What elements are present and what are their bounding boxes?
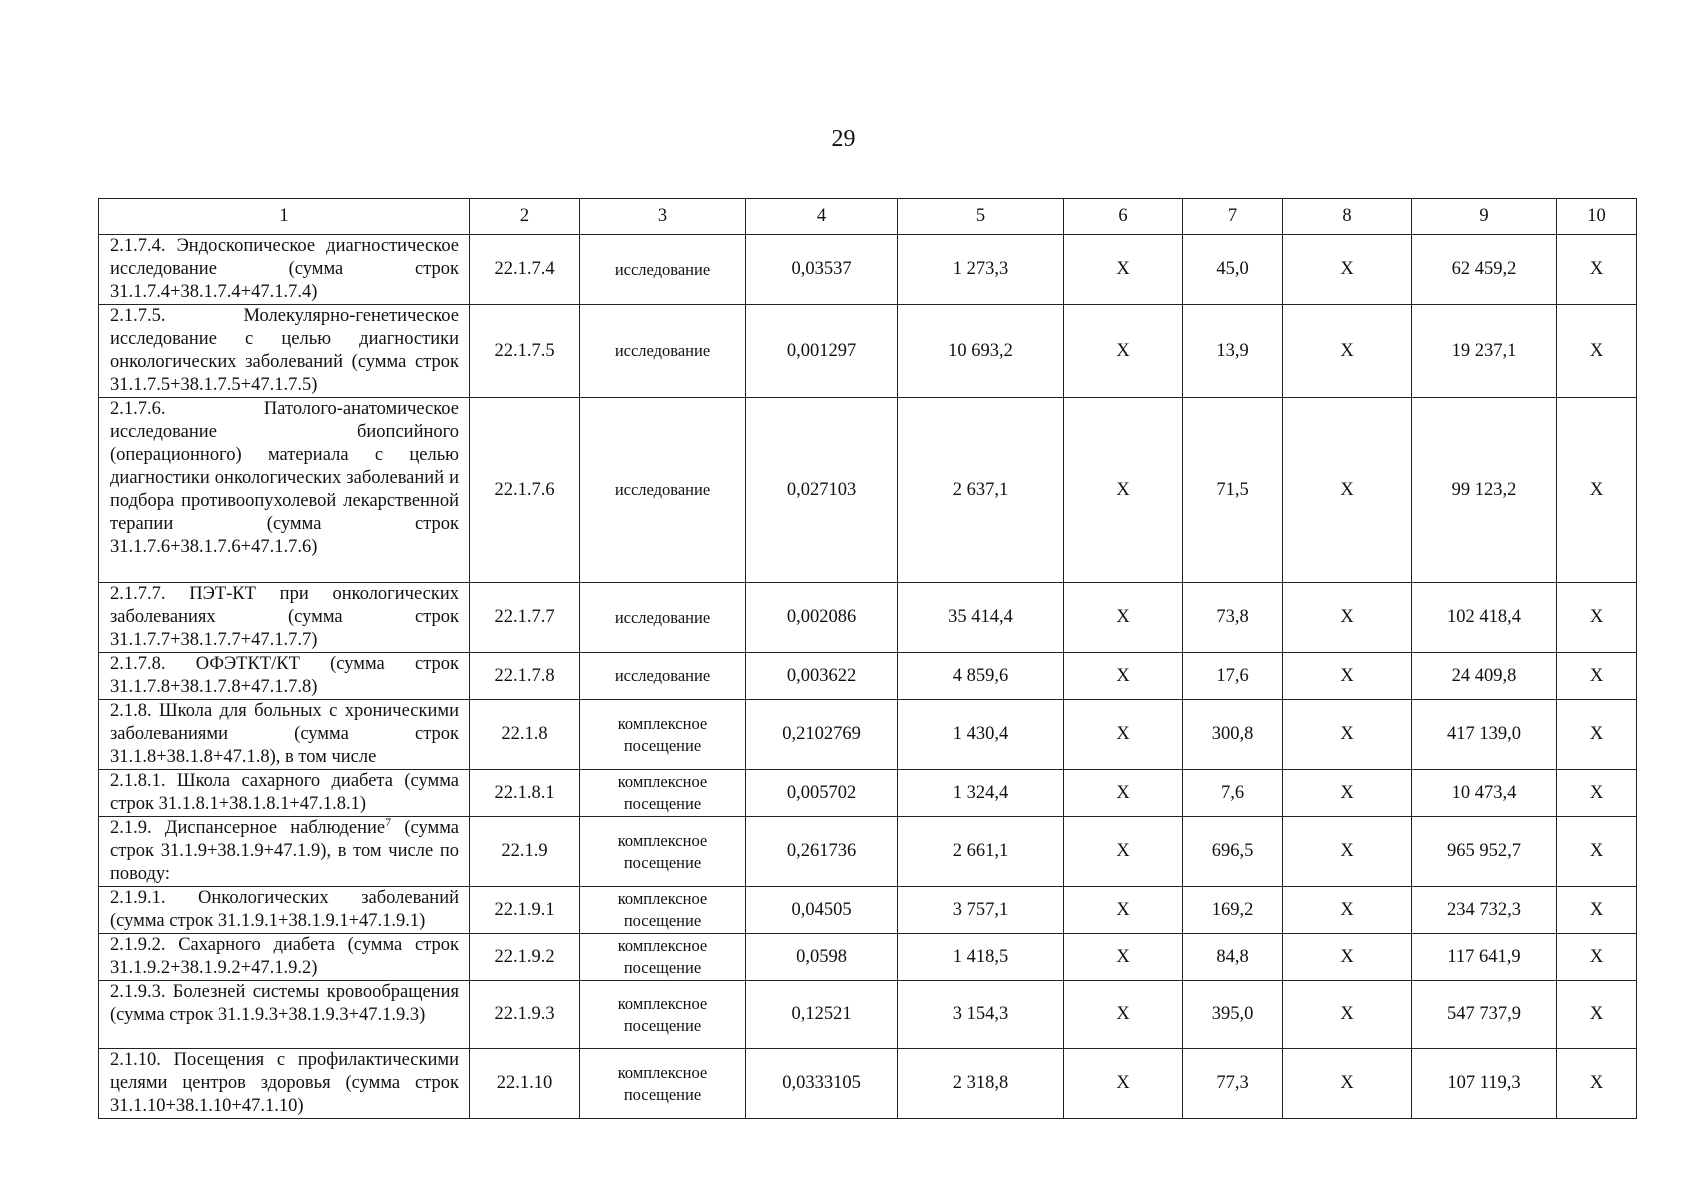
table-row <box>99 235 1637 305</box>
cell-col-6: X <box>1064 398 1183 583</box>
cell-col-6: X <box>1064 934 1183 981</box>
cell-col-9: 99 123,2 <box>1412 398 1557 583</box>
table-body <box>99 235 1637 1119</box>
cell-col-9: 62 459,2 <box>1412 235 1557 305</box>
cell-col-6: X <box>1064 653 1183 700</box>
data-table <box>98 198 1637 1119</box>
row-code: 22.1.8.1 <box>470 770 580 817</box>
column-header-7: 7 <box>1183 199 1283 235</box>
row-unit: исследование <box>580 305 746 398</box>
cell-col-5: 10 693,2 <box>898 305 1064 398</box>
row-code: 22.1.7.8 <box>470 653 580 700</box>
row-name: 2.1.7.5. Молекулярно-генетическое исследование с целью диагностики онкологических заболеваний (сумма строк 31.1.7.5+38.1.7.5+47.1.7.5) <box>99 305 470 398</box>
table-header <box>99 199 1637 235</box>
page-number: 29 <box>831 126 856 152</box>
cell-col-5: 1 418,5 <box>898 934 1064 981</box>
row-name: 2.1.10. Посещения с профилактическими целями центров здоровья (сумма строк 31.1.10+38.1.10+47.1.10) <box>99 1049 470 1119</box>
cell-col-5: 1 430,4 <box>898 700 1064 770</box>
cell-col-8: X <box>1283 817 1412 887</box>
row-name: 2.1.9.1. Онкологических заболеваний (сумма строк 31.1.9.1+38.1.9.1+47.1.9.1) <box>99 887 470 934</box>
cell-col-8: X <box>1283 1049 1412 1119</box>
row-code: 22.1.8 <box>470 700 580 770</box>
table-row <box>99 583 1637 653</box>
cell-col-10: X <box>1557 817 1637 887</box>
cell-col-4: 0,0598 <box>746 934 898 981</box>
cell-col-4: 0,04505 <box>746 887 898 934</box>
cell-col-5: 2 637,1 <box>898 398 1064 583</box>
row-name-text: 2.1.9. Диспансерное наблюдение <box>110 818 386 838</box>
cell-col-4: 0,2102769 <box>746 700 898 770</box>
row-unit: комплексное посещение <box>580 887 746 934</box>
cell-col-8: X <box>1283 305 1412 398</box>
cell-col-10: X <box>1557 981 1637 1049</box>
cell-col-9: 547 737,9 <box>1412 981 1557 1049</box>
cell-col-7: 84,8 <box>1183 934 1283 981</box>
row-code: 22.1.9 <box>470 817 580 887</box>
cell-col-7: 395,0 <box>1183 981 1283 1049</box>
row-name: 2.1.7.6. Патолого-анатомическое исследование биопсийного (операционного) материала с целью диагностики онкологических заболеваний и подбора противоопухолевой лекарственной терапии (сумма строк 31.1.7.6+38.1.7.6+47.1.7.6) <box>99 398 470 583</box>
row-code: 22.1.9.3 <box>470 981 580 1049</box>
row-name: 2.1.7.8. ОФЭТКТ/КТ (сумма строк 31.1.7.8+38.1.7.8+47.1.7.8) <box>99 653 470 700</box>
cell-col-10: X <box>1557 770 1637 817</box>
cell-col-7: 45,0 <box>1183 235 1283 305</box>
cell-col-8: X <box>1283 235 1412 305</box>
cell-col-10: X <box>1557 235 1637 305</box>
cell-col-6: X <box>1064 583 1183 653</box>
row-name: 2.1.8. Школа для больных с хроническими заболеваниями (сумма строк 31.1.8+38.1.8+47.1.8), в том числе <box>99 700 470 770</box>
table-row <box>99 700 1637 770</box>
table-row <box>99 398 1637 583</box>
row-unit: комплексное посещение <box>580 934 746 981</box>
cell-col-7: 696,5 <box>1183 817 1283 887</box>
cell-col-4: 0,03537 <box>746 235 898 305</box>
cell-col-8: X <box>1283 887 1412 934</box>
cell-col-9: 10 473,4 <box>1412 770 1557 817</box>
cell-col-9: 417 139,0 <box>1412 700 1557 770</box>
row-name-tail: (сумма строк 31.1.9+38.1.9+47.1.9), в том числе по поводу: <box>110 818 459 884</box>
cell-col-10: X <box>1557 1049 1637 1119</box>
cell-col-5: 3 154,3 <box>898 981 1064 1049</box>
cell-col-6: X <box>1064 1049 1183 1119</box>
cell-col-9: 24 409,8 <box>1412 653 1557 700</box>
row-name: 2.1.7.7. ПЭТ-КТ при онкологических заболеваниях (сумма строк 31.1.7.7+38.1.7.7+47.1.7.7) <box>99 583 470 653</box>
cell-col-6: X <box>1064 887 1183 934</box>
cell-col-5: 4 859,6 <box>898 653 1064 700</box>
cell-col-9: 107 119,3 <box>1412 1049 1557 1119</box>
cell-col-8: X <box>1283 934 1412 981</box>
row-unit: комплексное посещение <box>580 770 746 817</box>
table-row <box>99 981 1637 1049</box>
cell-col-10: X <box>1557 583 1637 653</box>
column-header-10: 10 <box>1557 199 1637 235</box>
cell-col-4: 0,261736 <box>746 817 898 887</box>
cell-col-4: 0,003622 <box>746 653 898 700</box>
table-row <box>99 770 1637 817</box>
column-header-5: 5 <box>898 199 1064 235</box>
row-name: 2.1.7.4. Эндоскопическое диагностическое исследование (сумма строк 31.1.7.4+38.1.7.4+47.1.7.4) <box>99 235 470 305</box>
cell-col-5: 1 324,4 <box>898 770 1064 817</box>
cell-col-4: 0,002086 <box>746 583 898 653</box>
cell-col-6: X <box>1064 305 1183 398</box>
column-header-1: 1 <box>99 199 470 235</box>
cell-col-5: 2 661,1 <box>898 817 1064 887</box>
cell-col-8: X <box>1283 770 1412 817</box>
row-code: 22.1.7.6 <box>470 398 580 583</box>
table-row <box>99 305 1637 398</box>
row-unit: комплексное посещение <box>580 1049 746 1119</box>
cell-col-7: 7,6 <box>1183 770 1283 817</box>
cell-col-5: 35 414,4 <box>898 583 1064 653</box>
cell-col-10: X <box>1557 653 1637 700</box>
row-name: 2.1.8.1. Школа сахарного диабета (сумма строк 31.1.8.1+38.1.8.1+47.1.8.1) <box>99 770 470 817</box>
cell-col-6: X <box>1064 700 1183 770</box>
cell-col-8: X <box>1283 981 1412 1049</box>
cell-col-5: 1 273,3 <box>898 235 1064 305</box>
table-row <box>99 817 1637 887</box>
cell-col-8: X <box>1283 700 1412 770</box>
row-name: 2.1.9.2. Сахарного диабета (сумма строк 31.1.9.2+38.1.9.2+47.1.9.2) <box>99 934 470 981</box>
cell-col-6: X <box>1064 770 1183 817</box>
column-header-4: 4 <box>746 199 898 235</box>
row-unit: исследование <box>580 583 746 653</box>
row-code: 22.1.7.4 <box>470 235 580 305</box>
cell-col-5: 3 757,1 <box>898 887 1064 934</box>
table-row <box>99 1049 1637 1119</box>
cell-col-9: 965 952,7 <box>1412 817 1557 887</box>
cell-col-4: 0,12521 <box>746 981 898 1049</box>
row-name <box>99 817 470 887</box>
cell-col-9: 234 732,3 <box>1412 887 1557 934</box>
row-unit: исследование <box>580 398 746 583</box>
cell-col-9: 117 641,9 <box>1412 934 1557 981</box>
cell-col-7: 169,2 <box>1183 887 1283 934</box>
row-code: 22.1.10 <box>470 1049 580 1119</box>
column-header-9: 9 <box>1412 199 1557 235</box>
cell-col-4: 0,0333105 <box>746 1049 898 1119</box>
cell-col-7: 300,8 <box>1183 700 1283 770</box>
cell-col-10: X <box>1557 305 1637 398</box>
cell-col-7: 77,3 <box>1183 1049 1283 1119</box>
row-unit: комплексное посещение <box>580 981 746 1049</box>
cell-col-8: X <box>1283 653 1412 700</box>
row-unit: исследование <box>580 235 746 305</box>
cell-col-6: X <box>1064 817 1183 887</box>
row-name: 2.1.9.3. Болезней системы кровообращения (сумма строк 31.1.9.3+38.1.9.3+47.1.9.3) <box>99 981 470 1049</box>
row-code: 22.1.9.2 <box>470 934 580 981</box>
row-code: 22.1.9.1 <box>470 887 580 934</box>
cell-col-7: 13,9 <box>1183 305 1283 398</box>
table-row <box>99 653 1637 700</box>
cell-col-7: 73,8 <box>1183 583 1283 653</box>
row-unit: исследование <box>580 653 746 700</box>
row-unit: комплексное посещение <box>580 817 746 887</box>
cell-col-8: X <box>1283 398 1412 583</box>
cell-col-9: 102 418,4 <box>1412 583 1557 653</box>
row-unit: комплексное посещение <box>580 700 746 770</box>
cell-col-5: 2 318,8 <box>898 1049 1064 1119</box>
cell-col-10: X <box>1557 398 1637 583</box>
cell-col-4: 0,005702 <box>746 770 898 817</box>
footnote-ref: 7 <box>385 816 392 829</box>
cell-col-4: 0,027103 <box>746 398 898 583</box>
column-header-8: 8 <box>1283 199 1412 235</box>
cell-col-10: X <box>1557 700 1637 770</box>
cell-col-8: X <box>1283 583 1412 653</box>
cell-col-7: 71,5 <box>1183 398 1283 583</box>
cell-col-7: 17,6 <box>1183 653 1283 700</box>
cell-col-6: X <box>1064 235 1183 305</box>
row-code: 22.1.7.7 <box>470 583 580 653</box>
column-header-3: 3 <box>580 199 746 235</box>
cell-col-6: X <box>1064 981 1183 1049</box>
cell-col-4: 0,001297 <box>746 305 898 398</box>
column-header-2: 2 <box>470 199 580 235</box>
header-row <box>99 199 1637 235</box>
cell-col-9: 19 237,1 <box>1412 305 1557 398</box>
cell-col-10: X <box>1557 887 1637 934</box>
row-code: 22.1.7.5 <box>470 305 580 398</box>
table-row <box>99 934 1637 981</box>
table-row <box>99 887 1637 934</box>
column-header-6: 6 <box>1064 199 1183 235</box>
cell-col-10: X <box>1557 934 1637 981</box>
